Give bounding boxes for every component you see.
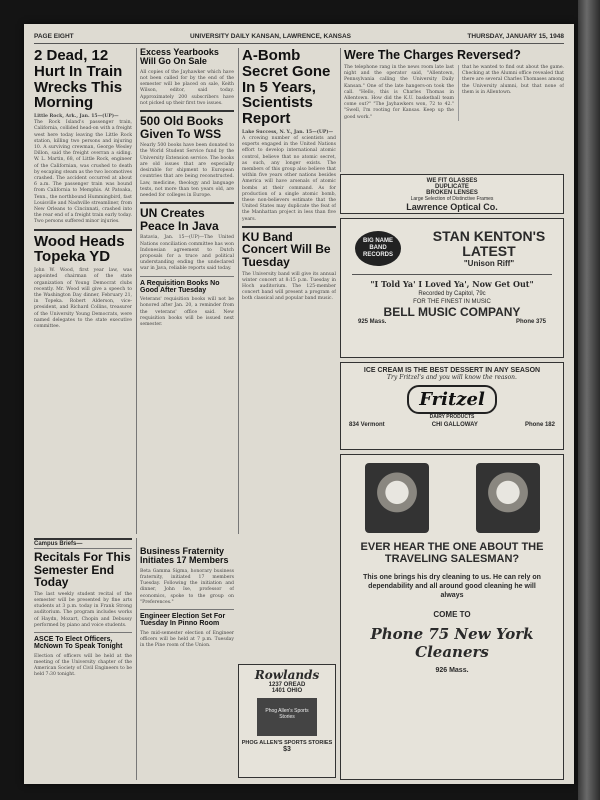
- newspaper-page: [24, 24, 574, 784]
- ad-rowlands-name: Rowlands: [254, 668, 320, 682]
- column-train-wrecks: [34, 48, 132, 534]
- ad-kenton-address: 925 Mass.: [358, 319, 387, 325]
- article-requisition: Veterans' requisition books will not be honored after Jan. 20, a reminder from the veterans' office said. New requisition books will be issued next semester.: [140, 297, 234, 328]
- ad-salesman-address: 926 Mass.: [435, 667, 469, 674]
- divider: [140, 110, 234, 112]
- charges-columns: [344, 65, 564, 121]
- column-fraternity: [136, 538, 234, 780]
- ad-fritzel-sub: Try Fritzel's and you will know the reason.: [387, 374, 517, 381]
- ad-salesman-headline: EVER HEAR THE ONE ABOUT THE TRAVELING SALESMAN?: [360, 541, 544, 565]
- article-wood-yd: John W. Wood, first year law, was appointed chairman of the state organization of Young Democrat clubs recently. Mr. Wood will give a speech to the Washington Day dinner, February 21, in Topeka. Robert Alderson, vice-president, and Richard Collins, treasurer of the University Young Democrats, were named delegates to the state executive committee.: [34, 268, 132, 329]
- divider: [140, 276, 234, 277]
- article-asce: Election of officers will be held at the meeting of the University chapter of the American Society of Civil Engineers to be held 7:30 tonight.: [34, 653, 132, 678]
- fritzel-logo-wrap: [341, 385, 563, 414]
- divider: [140, 609, 234, 610]
- column-yearbooks: [136, 48, 234, 534]
- ad-fritzel-address: 834 Vermont: [349, 422, 385, 428]
- ad-fritzel-galloway: CHI GALLOWAY: [431, 422, 478, 428]
- headline-requisition: A Requisition Books No Good After Tuesday: [140, 279, 220, 294]
- ad-fritzel-phone: Phone 182: [524, 422, 555, 428]
- ad-rowlands-footer: PHOG ALLEN'S SPORTS STORIES: [241, 740, 333, 746]
- kenton-title: [429, 229, 549, 268]
- salesman-photos: [341, 463, 563, 533]
- headline-fraternity: Business Fraternity Initiates 17 Members: [140, 546, 229, 566]
- headline-un-java: UN Creates Peace In Java: [140, 206, 219, 233]
- ad-new-york-cleaners: [340, 454, 564, 780]
- ad-fritzel-logo-sub: DAIRY PRODUCTS: [429, 414, 475, 420]
- divider: [140, 202, 234, 204]
- ad-kenton-line1: STAN KENTON'S LATEST: [432, 228, 546, 259]
- ad-salesman-name: Phone 75 New York Cleaners: [370, 625, 534, 661]
- divider: [34, 229, 132, 231]
- ad-optical-line3: BROKEN LENSES: [426, 190, 478, 196]
- article-charges-cont: that he wanted to find out about the game. Checking at the Alumni office revealed that there are several Charles Thomases among the University alumni, but that none of them is in Allentown.: [458, 65, 564, 121]
- dateline-abomb: Lake Success, N. Y., Jan. 15—(UP)—: [242, 129, 334, 135]
- fritzel-contact: [341, 420, 563, 430]
- article-charges: The telephone rang in the news room late last night and the operator said, "Allentown, Pennsylvania calling the University Daily Kansan." One of the late hangers-on took the call. "Hello, this is Charles Thomas in Allentown. How did the K.U. basketball team come out?" "The Jayhawkers won, 72 to 42." "Swell, I'm rooting for Kansas. Keep up the good work.": [344, 65, 454, 120]
- headline-yearbooks: Excess Yearbooks Will Go On Sale: [140, 48, 219, 67]
- article-old-books: Nearly 500 books have been donated to the World Student Service fund by the University Extension service. The books are old issues that are especially desirable for shipment to European countries that are being reconstructed. Law, medicine, theology and language texts, not more than ten years old, are needed for colleges in Europe.: [140, 143, 234, 198]
- kenton-middle: [352, 274, 552, 325]
- dateline-train: Little Rock, Ark., Jan. 15—(UP)—: [34, 114, 119, 119]
- article-engineer-election: The mid-semester election of Engineer officers will be held at 7 p.m. Tuesday in the Pine room of the Union.: [140, 630, 234, 649]
- ad-kenton-phone: Phone 375: [515, 319, 546, 325]
- article-abomb: A crowing number of scientists and experts engaged in the United Nations effort to develop international atomic control, believe that no atomic secret, as such, any longer exists. The members of this group also believe that within five years other nations besides America will have arsenals of atomic bombs at their command. As for production of a single atomic bomb, these non-believers estimate that the United States may duplicate the feat of the Manhattan project in less than five years.: [242, 135, 336, 222]
- ad-fritzel-headline: ICE CREAM IS THE BEST DESSERT IN ANY SEASON: [363, 367, 541, 374]
- ad-kenton-line3: "I Told Ya' I Loved Ya', Now Get Out": [370, 279, 534, 289]
- headline-abomb: A-Bomb Secret Gone In 5 Years, Scientists Report: [242, 48, 331, 127]
- ad-rowlands: [238, 664, 336, 778]
- ad-rowlands-book: Phog Allen's Sports Stories: [265, 708, 309, 720]
- ad-rowlands-address2: 1401 OHIO: [271, 688, 303, 694]
- page-number: PAGE EIGHT: [34, 33, 74, 40]
- kenton-contact: [352, 319, 552, 325]
- masthead: [34, 30, 564, 44]
- headline-old-books: 500 Old Books Given To WSS: [140, 114, 224, 141]
- ad-kenton-name: BELL MUSIC COMPANY: [383, 305, 521, 319]
- headline-charges: Were The Charges Reversed?: [344, 48, 521, 62]
- campus-briefs-label: Campus Briefs—: [34, 538, 132, 549]
- kenton-top: [341, 229, 563, 268]
- portrait-photo-right: [476, 463, 540, 533]
- headline-wood-yd: Wood Heads Topeka YD: [34, 232, 125, 266]
- ad-kenton-line2: "Unison Riff": [463, 259, 515, 268]
- issue-date: THURSDAY, JANUARY 15, 1948: [467, 33, 564, 40]
- ad-optical-line2: DUPLICATE: [435, 184, 469, 190]
- article-recitals: The last weekly student recital of the semester will be presented by fine arts students at 3 p.m. today in Frank Strong auditorium. The program includes works of Haydn, Mozart, Chopin and Debussy performed by piano and voice students.: [34, 591, 132, 628]
- portrait-photo-left: [365, 463, 429, 533]
- ad-bell-music: [340, 218, 564, 358]
- ad-optical-name: Lawrence Optical Co.: [406, 202, 498, 212]
- headline-asce: ASCE To Elect Officers, McNown To Speak Tonight: [34, 636, 123, 651]
- divider: [34, 632, 132, 633]
- ad-rowlands-price: $3: [283, 746, 291, 753]
- ad-optical-line4: Large Selection of Distinctive Frames: [410, 196, 494, 202]
- article-un-java: Batavia, Jan. 15—(UP)—The United Nations conciliation committee has won Indonesian agreement to Dutch proposals for a truce and political understanding ending the undeclared war in Java, reliable reports said today.: [140, 235, 234, 272]
- headline-band-concert: KU Band Concert Will Be Tuesday: [242, 229, 331, 269]
- article-yearbooks: All copies of the Jayhawker which have not been called for by the end of the semester will be placed on sale, Keith Wilson, editor, said today. Approximately 200 subscribers have not picked up their first two issues.: [140, 69, 234, 106]
- binder-edge: [578, 0, 600, 800]
- ad-lawrence-optical: [340, 174, 564, 214]
- fritzel-logo: Fritzel: [407, 385, 497, 414]
- column-charges: [340, 48, 564, 172]
- headline-train-wrecks: 2 Dead, 12 Hurt In Train Wrecks This Morning: [34, 48, 123, 112]
- article-band-concert: The University band will give its annual winter concert at 8:15 p.m. Tuesday in Hoch auditorium. The 125-member concert band will present a program of both classical and popular band music.: [242, 271, 336, 302]
- ad-salesman-come: COME TO: [433, 610, 471, 619]
- article-train: The Rock Island's passenger train, California, collided head-on with a freight west here today leaving the Little Rock station, killing two persons and injuring 10. A surviving crewman, George Wesley Dillon, said the freight overran a siding. W. L. Martin, 68, of Little Rock, engineer of the Californian, was crushed to death by escaping steam as the two locomotives crashed. The accident occurred at about 6 a.m. The passenger train was bound from California to Memphis. At Patoaka, Tenn., the northbound Hummingbird, fast Louisville and Nashville streamliner, from New Orleans to Cincinnati, crashed into the rear end of a freight train early today. Two persons suffered minor injuries.: [34, 120, 132, 225]
- ad-rowlands-address: 1237 OREAD: [268, 682, 306, 688]
- bottom-section: [34, 538, 234, 780]
- headline-engineer-election: Engineer Election Set For Tuesday In Pinno Room: [140, 613, 226, 628]
- big-name-badge: BIG NAME BAND RECORDS: [355, 231, 401, 266]
- book-cover: [257, 698, 317, 736]
- column-abomb: [238, 48, 336, 534]
- headline-recitals: Recitals For This Semester End Today: [34, 550, 131, 590]
- column-recitals: [34, 538, 132, 780]
- paper-name: UNIVERSITY DAILY KANSAN, LAWRENCE, KANSAS: [190, 33, 351, 40]
- ad-fritzel: [340, 362, 564, 450]
- ad-salesman-body: This one brings his dry cleaning to us. He can rely on dependability and all around good cleaning he will always: [363, 574, 541, 599]
- article-fraternity: Beta Gamma Sigma, honorary business fraternity, initiated 17 members Tuesday. Following the initiation and dinner, John Ise, professor of economics, spoke to the group on "Preferences.": [140, 568, 234, 605]
- ad-optical-line1: WE FIT GLASSES: [426, 178, 478, 184]
- ad-kenton-line4: Recorded by Capitol, 79c: [418, 291, 486, 297]
- ad-kenton-line5: FOR THE FINEST IN MUSIC: [413, 299, 491, 305]
- divider: [242, 226, 336, 228]
